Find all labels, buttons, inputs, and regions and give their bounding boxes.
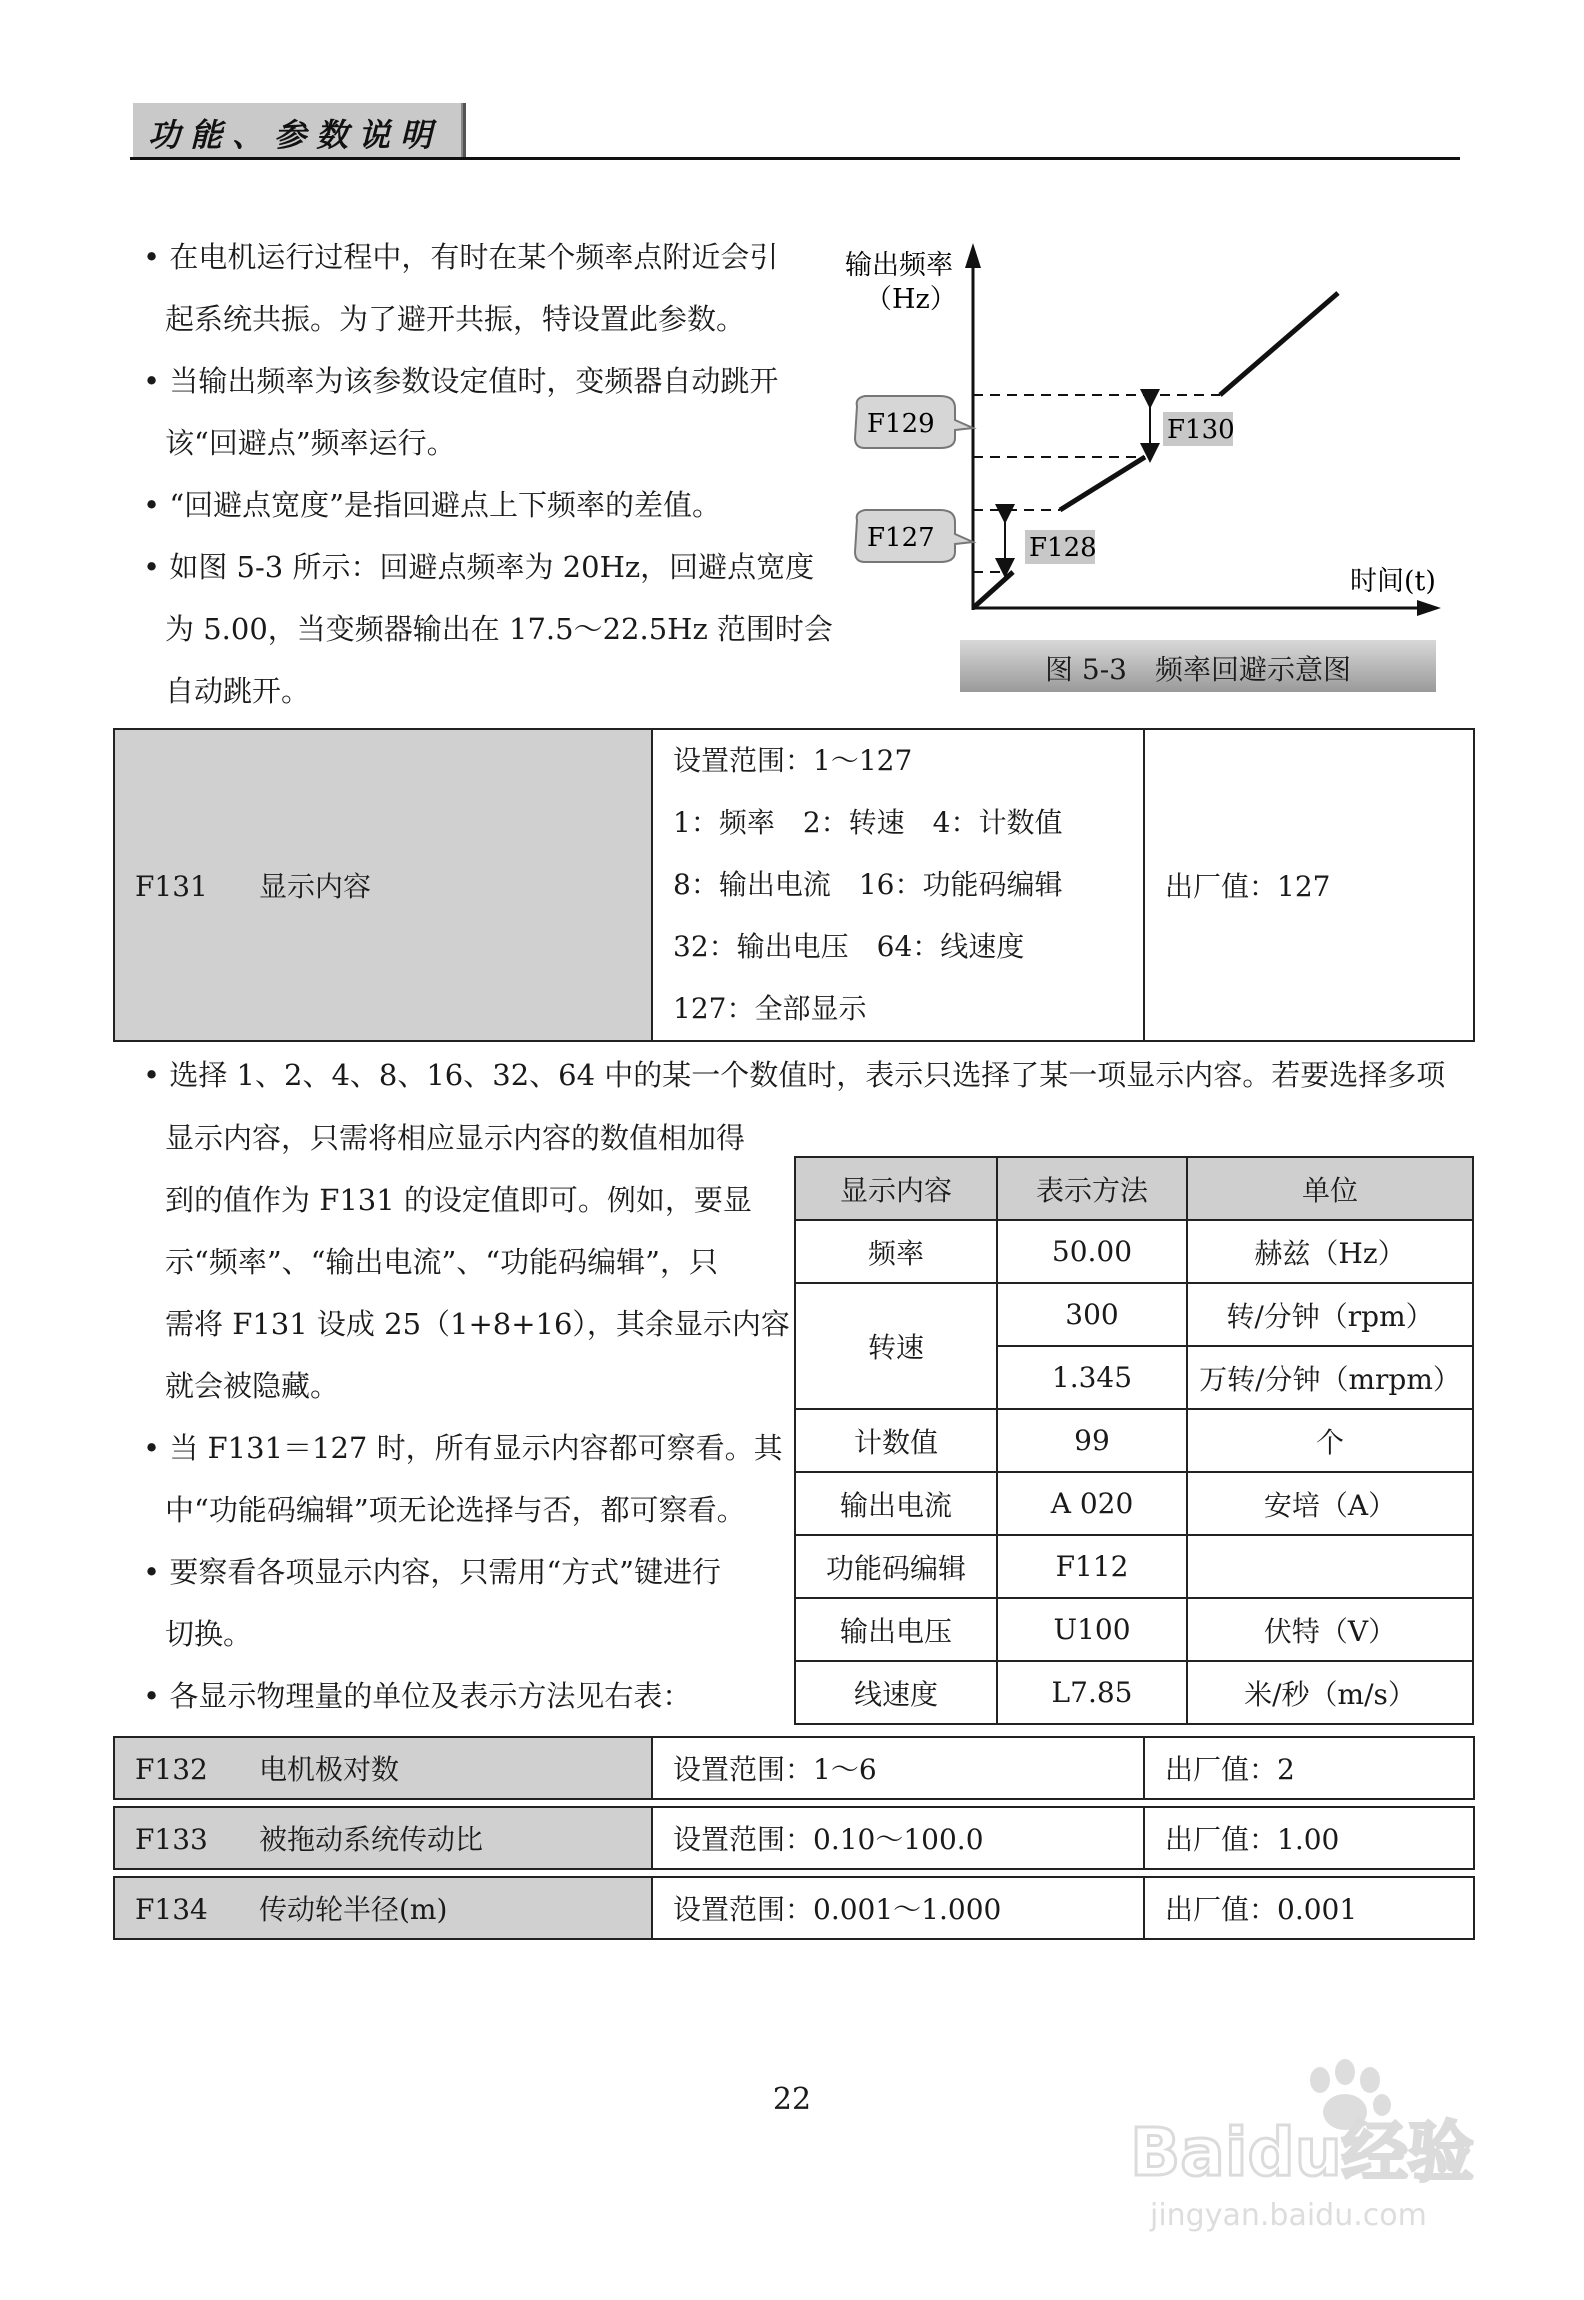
cell-unit: 安培（A） xyxy=(1187,1472,1473,1535)
label-f129: F129 xyxy=(867,409,935,439)
section-title: 功能、参数说明 xyxy=(148,116,443,154)
param-range-cell xyxy=(652,729,1144,1041)
param-name: 显示内容 xyxy=(259,870,372,903)
param-code: F133 xyxy=(135,1823,208,1856)
cell-unit: 万转/分钟（mrpm） xyxy=(1187,1346,1473,1409)
note-line: 到的值作为 F131 的设定值即可。例如，要显 xyxy=(165,1183,752,1217)
param-name: 电机极对数 xyxy=(259,1753,400,1786)
note-line: • 选择 1、2、4、8、16、32、64 中的某一个数值时，表示只选择了某一项显示内容。若要选择多项 xyxy=(143,1058,1446,1092)
cell-item: 线速度 xyxy=(795,1661,997,1724)
note-line: 就会被隐藏。 xyxy=(165,1369,340,1403)
table-row xyxy=(795,1661,1473,1724)
note-line: • 要察看各项显示内容，只需用“方式”键进行 xyxy=(143,1555,721,1589)
range-line: 设置范围：1～127 xyxy=(673,744,913,777)
baidu-jingyan-watermark xyxy=(1120,2050,1500,2240)
page-number: 22 xyxy=(772,2082,812,2117)
intro-line: • “回避点宽度”是指回避点上下频率的差值。 xyxy=(143,488,721,522)
cell-method: 99 xyxy=(997,1409,1187,1472)
curve-segment xyxy=(973,572,1013,608)
param-default: 出厂值：1.00 xyxy=(1144,1807,1474,1869)
cell-method: 1.345 xyxy=(997,1346,1187,1409)
cell-item: 功能码编辑 xyxy=(795,1535,997,1598)
param-default: 出厂值：0.001 xyxy=(1144,1877,1474,1939)
table-row xyxy=(795,1472,1473,1535)
param-default: 出厂值：2 xyxy=(1144,1737,1474,1799)
intro-line: • 在电机运行过程中，有时在某个频率点附近会引 xyxy=(143,240,779,274)
intro-line: • 如图 5-3 所示：回避点频率为 20Hz，回避点宽度 xyxy=(143,550,815,584)
label-f130: F130 xyxy=(1167,415,1235,445)
intro-line: • 当输出频率为该参数设定值时，变频器自动跳开 xyxy=(143,364,779,398)
cell-method: 50.00 xyxy=(997,1220,1187,1283)
range-line: 32：输出电压 64：线速度 xyxy=(673,930,1025,963)
y-axis-label: 输出频率 xyxy=(845,250,953,281)
column-header: 单位 xyxy=(1187,1157,1473,1220)
cell-method: U100 xyxy=(997,1598,1187,1661)
param-table-f132 xyxy=(113,1736,1475,1800)
display-units-table xyxy=(794,1156,1474,1725)
cell-item: 输出电流 xyxy=(795,1472,997,1535)
cell-item: 输出电压 xyxy=(795,1598,997,1661)
param-table-f134 xyxy=(113,1876,1475,1940)
column-header: 显示内容 xyxy=(795,1157,997,1220)
label-f128: F128 xyxy=(1029,533,1097,563)
cell-item: 转速 xyxy=(795,1283,997,1409)
y-axis-unit: （Hz） xyxy=(865,284,957,315)
param-table-f133 xyxy=(113,1806,1475,1870)
cell-method: A 020 xyxy=(997,1472,1187,1535)
watermark-url: jingyan.baidu.com xyxy=(1150,2198,1427,2233)
watermark-brand: Baidu经验 xyxy=(1130,2114,1474,2191)
param-name-cell xyxy=(114,729,652,1041)
figure-caption: 图 5-3 频率回避示意图 xyxy=(1045,653,1351,686)
intro-line: 该“回避点”频率运行。 xyxy=(165,426,456,460)
column-header: 表示方法 xyxy=(997,1157,1187,1220)
notes-text xyxy=(143,1107,790,1727)
param-table-f131 xyxy=(113,728,1475,1042)
param-range: 设置范围：1～6 xyxy=(652,1737,1144,1799)
table-row xyxy=(795,1220,1473,1283)
param-name-cell xyxy=(114,1877,652,1939)
frequency-avoidance-diagram xyxy=(845,238,1465,698)
cell-unit: 米/秒（m/s） xyxy=(1187,1661,1473,1724)
intro-line: 自动跳开。 xyxy=(165,674,311,708)
header-rule xyxy=(130,157,1460,160)
note-line: • 各显示物理量的单位及表示方法见右表： xyxy=(143,1679,692,1713)
table-row xyxy=(795,1283,1473,1346)
intro-line: 为 5.00，当变频器输出在 17.5～22.5Hz 范围时会 xyxy=(165,612,833,646)
table-row xyxy=(795,1598,1473,1661)
param-name-cell xyxy=(114,1807,652,1869)
param-default-cell: 出厂值：127 xyxy=(1144,729,1474,1041)
note-line: 中“功能码编辑”项无论选择与否，都可察看。 xyxy=(165,1493,746,1527)
param-range: 设置范围：0.001～1.000 xyxy=(652,1877,1144,1939)
note-line: 示“频率”、“输出电流”、“功能码编辑”，只 xyxy=(165,1245,718,1279)
range-line: 127：全部显示 xyxy=(673,992,867,1025)
cell-unit xyxy=(1187,1535,1473,1598)
cell-unit: 伏特（V） xyxy=(1187,1598,1473,1661)
x-axis-arrow xyxy=(1417,600,1441,616)
curve-segment xyxy=(1060,457,1145,510)
range-line: 8：输出电流 16：功能码编辑 xyxy=(673,868,1063,901)
note-line: 显示内容，只需将相应显示内容的数值相加得 xyxy=(165,1121,746,1155)
cell-unit: 个 xyxy=(1187,1409,1473,1472)
table-header-row xyxy=(795,1157,1473,1220)
param-range: 设置范围：0.10～100.0 xyxy=(652,1807,1144,1869)
param-name: 被拖动系统传动比 xyxy=(259,1823,484,1856)
param-code: F132 xyxy=(135,1753,208,1786)
intro-text xyxy=(143,226,833,722)
cell-item: 计数值 xyxy=(795,1409,997,1472)
cell-unit: 赫兹（Hz） xyxy=(1187,1220,1473,1283)
range-line: 1：频率 2：转速 4：计数值 xyxy=(673,806,1063,839)
cell-unit: 转/分钟（rpm） xyxy=(1187,1283,1473,1346)
param-name: 传动轮半径(m) xyxy=(259,1893,448,1926)
param-name-cell xyxy=(114,1737,652,1799)
param-code: F134 xyxy=(135,1893,208,1926)
cell-method: L7.85 xyxy=(997,1661,1187,1724)
curve-segment xyxy=(1220,293,1338,395)
y-axis-arrow xyxy=(965,243,981,268)
x-axis-label: 时间(t) xyxy=(1350,566,1436,597)
note-line: 需将 F131 设成 25（1+8+16），其余显示内容 xyxy=(165,1307,790,1341)
note-line: • 当 F131＝127 时，所有显示内容都可察看。其 xyxy=(143,1431,783,1465)
table-row xyxy=(795,1409,1473,1472)
table-row xyxy=(795,1535,1473,1598)
cell-item: 频率 xyxy=(795,1220,997,1283)
note-line: 切换。 xyxy=(165,1617,253,1651)
param-code: F131 xyxy=(135,870,208,903)
cell-method: 300 xyxy=(997,1283,1187,1346)
label-f127: F127 xyxy=(867,523,935,553)
cell-method: F112 xyxy=(997,1535,1187,1598)
intro-line: 起系统共振。为了避开共振，特设置此参数。 xyxy=(165,302,746,336)
